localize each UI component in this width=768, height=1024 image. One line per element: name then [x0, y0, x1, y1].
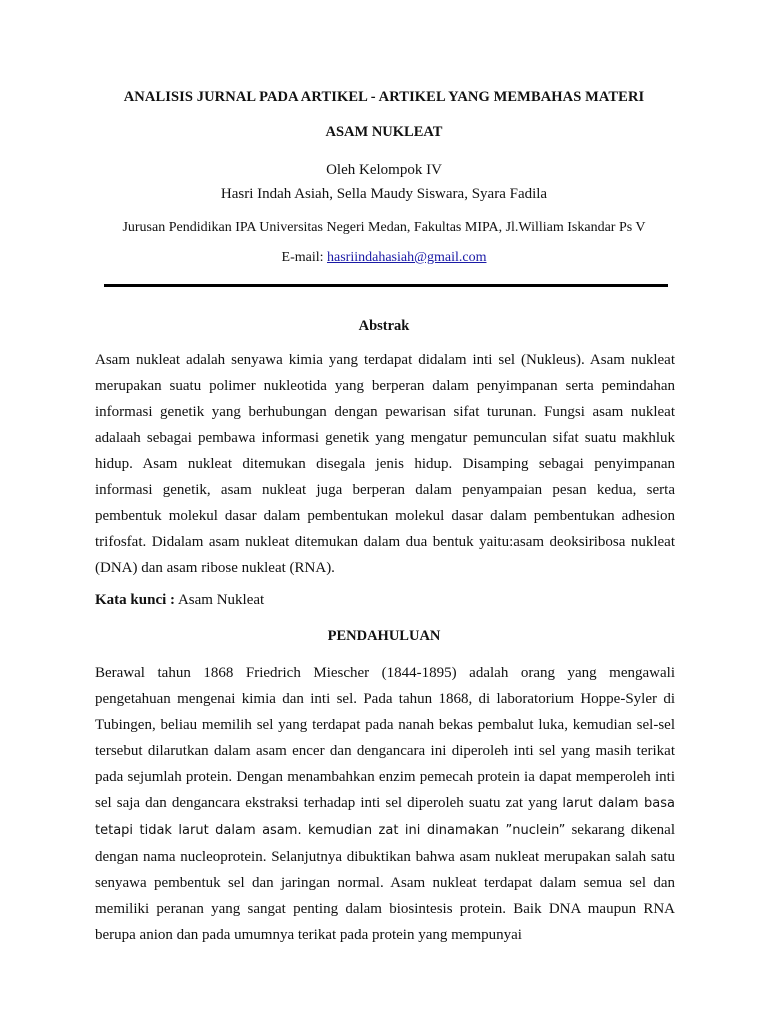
paper-title-line-1: ANALISIS JURNAL PADA ARTIKEL - ARTIKEL YANG MEMBAHAS MATERI: [123, 89, 645, 105]
introduction-text-part-1: Berawal tahun 1868 Friedrich Miescher (1844-1895) adalah orang yang mengawali pengetahuan mengenai kimia dan inti sel. Pada tahun 1868, di laboratorium Hoppe-Syler di Tubingen, beliau memilih sel yang terdapat pada nanah bekas pembalut luka, kemudian sel-sel tersebut dilarutkan dalam asam encer dan dengancara ini diperoleh inti sel yang masih terikat pada sejumlah protein. Dengan menambahkan enzim pemecah protein ia dapat memperoleh inti sel saja dan dengancara ekstraksi terhadap inti sel diperoleh suatu zat yang: [95, 665, 675, 811]
author-list: Hasri Indah Asiah, Sella Maudy Siswara, Syara Fadila: [220, 186, 548, 202]
email-line: [0, 250, 768, 266]
affiliation: Jurusan Pendidikan IPA Universitas Negeri Medan, Fakultas MIPA, Jl.William Iskandar Ps V: [122, 220, 646, 235]
paper-title-line-2: ASAM NUKLEAT: [325, 124, 443, 140]
introduction-heading: PENDAHULUAN: [327, 628, 441, 644]
abstract-heading: Abstrak: [358, 318, 410, 334]
abstract-text: Asam nukleat adalah senyawa kimia yang terdapat didalam inti sel (Nukleus). Asam nukleat merupakan suatu polimer nukleotida yang berperan dalam penyimpanan serta pemindahan informasi genetik yang berhubungan dengan pewarisan sifat turunan. Fungsi asam nukleat adalaah sebagai pembawa informasi genetik yang mengatur pemunculan sifat suatu makhluk hidup. Asam nukleat ditemukan disegala jenis hidup. Disamping sebagai penyimpanan informasi genetik, asam nukleat juga berperan dalam penyampaian pesan kedua, serta pembentuk molekul dasar dalam pembentukan molekul dasar dalam pembentukan adhesion trifosfat. Didalam asam nukleat ditemukan dalam dua bentuk yaitu:asam deoksiribosa nukleat (DNA) dan asam ribose nukleat (RNA).: [95, 352, 675, 576]
keywords-line: [95, 592, 264, 609]
header-divider: [104, 284, 668, 287]
email-link[interactable]: hasriindahasiah@gmail.com: [327, 250, 487, 265]
introduction-text: [95, 660, 675, 948]
byline: Oleh Kelompok IV: [326, 162, 442, 178]
keywords-value: Asam Nukleat: [177, 592, 265, 608]
introduction-text-part-3: sekarang dikenal dengan nama nucleoprotein. Selanjutnya dibuktikan bahwa asam nukleat merupakan salah satu senyawa pembentuk sel dan jaringan normal. Asam nukleat terdapat dalam semua sel dan memiliki peranan yang sangat penting dalam biosintesis protein. Baik DNA maupun RNA berupa anion dan pada umumnya terikat pada protein yang mempunyai: [95, 822, 675, 943]
email-label: E-mail:: [281, 250, 324, 265]
keywords-label: Kata kunci :: [95, 592, 176, 608]
introduction-text-part-2: larut dalam basa tetapi tidak larut dalam asam. kemudian zat ini dinamakan ”nuclein”: [95, 796, 675, 838]
